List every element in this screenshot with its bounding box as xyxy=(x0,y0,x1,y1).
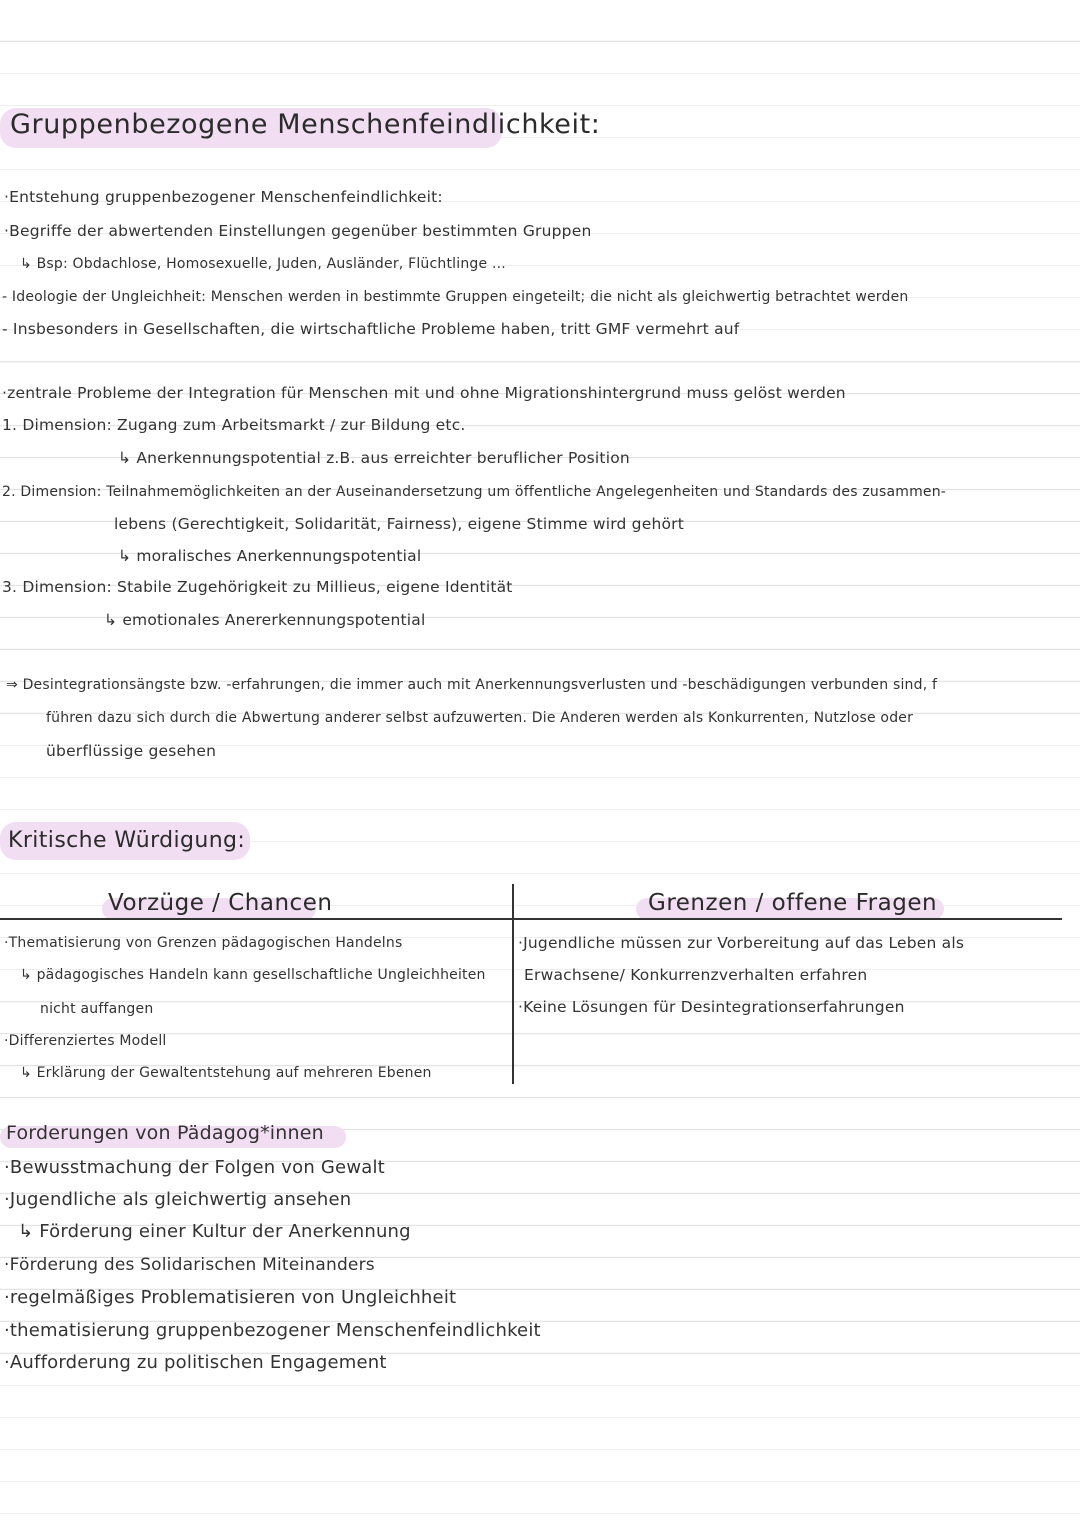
origin-heading: ·Entstehung gruppenbezogener Menschenfeindlichkeit: xyxy=(4,188,443,206)
right-item: Erwachsene/ Konkurrenzverhalten erfahren xyxy=(524,966,868,984)
left-item: ↳ pädagogisches Handeln kann gesellschaftliche Ungleichheiten xyxy=(20,967,486,983)
dimension-1: 1. Dimension: Zugang zum Arbeitsmarkt / zur Bildung etc. xyxy=(2,416,466,434)
integration-intro: ·zentrale Probleme der Integration für Menschen mit und ohne Migrationshintergrund muss gelöst werden xyxy=(2,384,846,402)
table-divider-vertical xyxy=(512,884,514,1084)
conclusion-line: überflüssige gesehen xyxy=(46,742,217,760)
left-item: ·Differenziertes Modell xyxy=(4,1033,167,1049)
table-divider-horizontal xyxy=(0,918,1062,920)
left-item: nicht auffangen xyxy=(40,1001,154,1017)
origin-line: - Ideologie der Ungleichheit: Menschen werden in bestimmte Gruppen eingeteilt; die nicht als gleichwertig betrachtet werden xyxy=(2,289,909,305)
dimension-3-sub: ↳ emotionales Anererkennungspotential xyxy=(104,611,426,629)
dimension-2-cont: lebens (Gerechtigkeit, Solidarität, Fairness), eigene Stimme wird gehört xyxy=(114,515,685,533)
demand-item: ·Bewusstmachung der Folgen von Gewalt xyxy=(4,1157,385,1178)
right-item: ·Keine Lösungen für Desintegrationserfahrungen xyxy=(518,998,905,1016)
origin-line: ↳ Bsp: Obdachlose, Homosexuelle, Juden, Ausländer, Flüchtlinge ... xyxy=(20,256,506,272)
dimension-2-sub: ↳ moralisches Anerkennungspotential xyxy=(118,547,422,565)
origin-line: - Insbesonders in Gesellschaften, die wirtschaftliche Probleme haben, tritt GMF vermehrt auf xyxy=(2,320,740,338)
critique-heading: Kritische Würdigung: xyxy=(8,828,246,853)
dimension-2: 2. Dimension: Teilnahmemöglichkeiten an der Auseinandersetzung um öffentliche Angelegenheiten und Standards des zusammen- xyxy=(2,484,947,500)
conclusion-line: ⇒ Desintegrationsängste bzw. -erfahrungen, die immer auch mit Anerkennungsverlusten und -beschädigungen verbunden sind, f xyxy=(6,677,938,693)
right-item: ·Jugendliche müssen zur Vorbereitung auf das Leben als xyxy=(518,934,965,952)
left-item: ·Thematisierung von Grenzen pädagogischen Handelns xyxy=(4,935,403,951)
demand-item: ↳ Förderung einer Kultur der Anerkennung xyxy=(18,1221,411,1242)
conclusion-line: führen dazu sich durch die Abwertung anderer selbst aufzuwerten. Die Anderen werden als Konkurrenten, Nutzlose oder xyxy=(46,710,914,726)
origin-line: ·Begriffe der abwertenden Einstellungen gegenüber bestimmten Gruppen xyxy=(4,222,592,240)
demands-heading: Forderungen von Pädagog*innen xyxy=(6,1122,324,1144)
right-column-header: Grenzen / offene Fragen xyxy=(648,890,938,916)
left-item: ↳ Erklärung der Gewaltentstehung auf mehreren Ebenen xyxy=(20,1065,432,1081)
demand-item: ·Aufforderung zu politischen Engagement xyxy=(4,1352,387,1373)
demand-item: ·regelmäßiges Problematisieren von Ungleichheit xyxy=(4,1287,457,1308)
demand-item: ·Jugendliche als gleichwertig ansehen xyxy=(4,1189,352,1210)
demand-item: ·thematisierung gruppenbezogener Menschenfeindlichkeit xyxy=(4,1320,541,1341)
dimension-3: 3. Dimension: Stabile Zugehörigkeit zu Millieus, eigene Identität xyxy=(2,578,513,596)
page-title: Gruppenbezogene Menschenfeindlichkeit: xyxy=(10,109,601,140)
dimension-1-sub: ↳ Anerkennungspotential z.B. aus erreichter beruflicher Position xyxy=(118,449,630,467)
demand-item: ·Förderung des Solidarischen Miteinanders xyxy=(4,1255,375,1275)
left-column-header: Vorzüge / Chancen xyxy=(108,890,333,916)
